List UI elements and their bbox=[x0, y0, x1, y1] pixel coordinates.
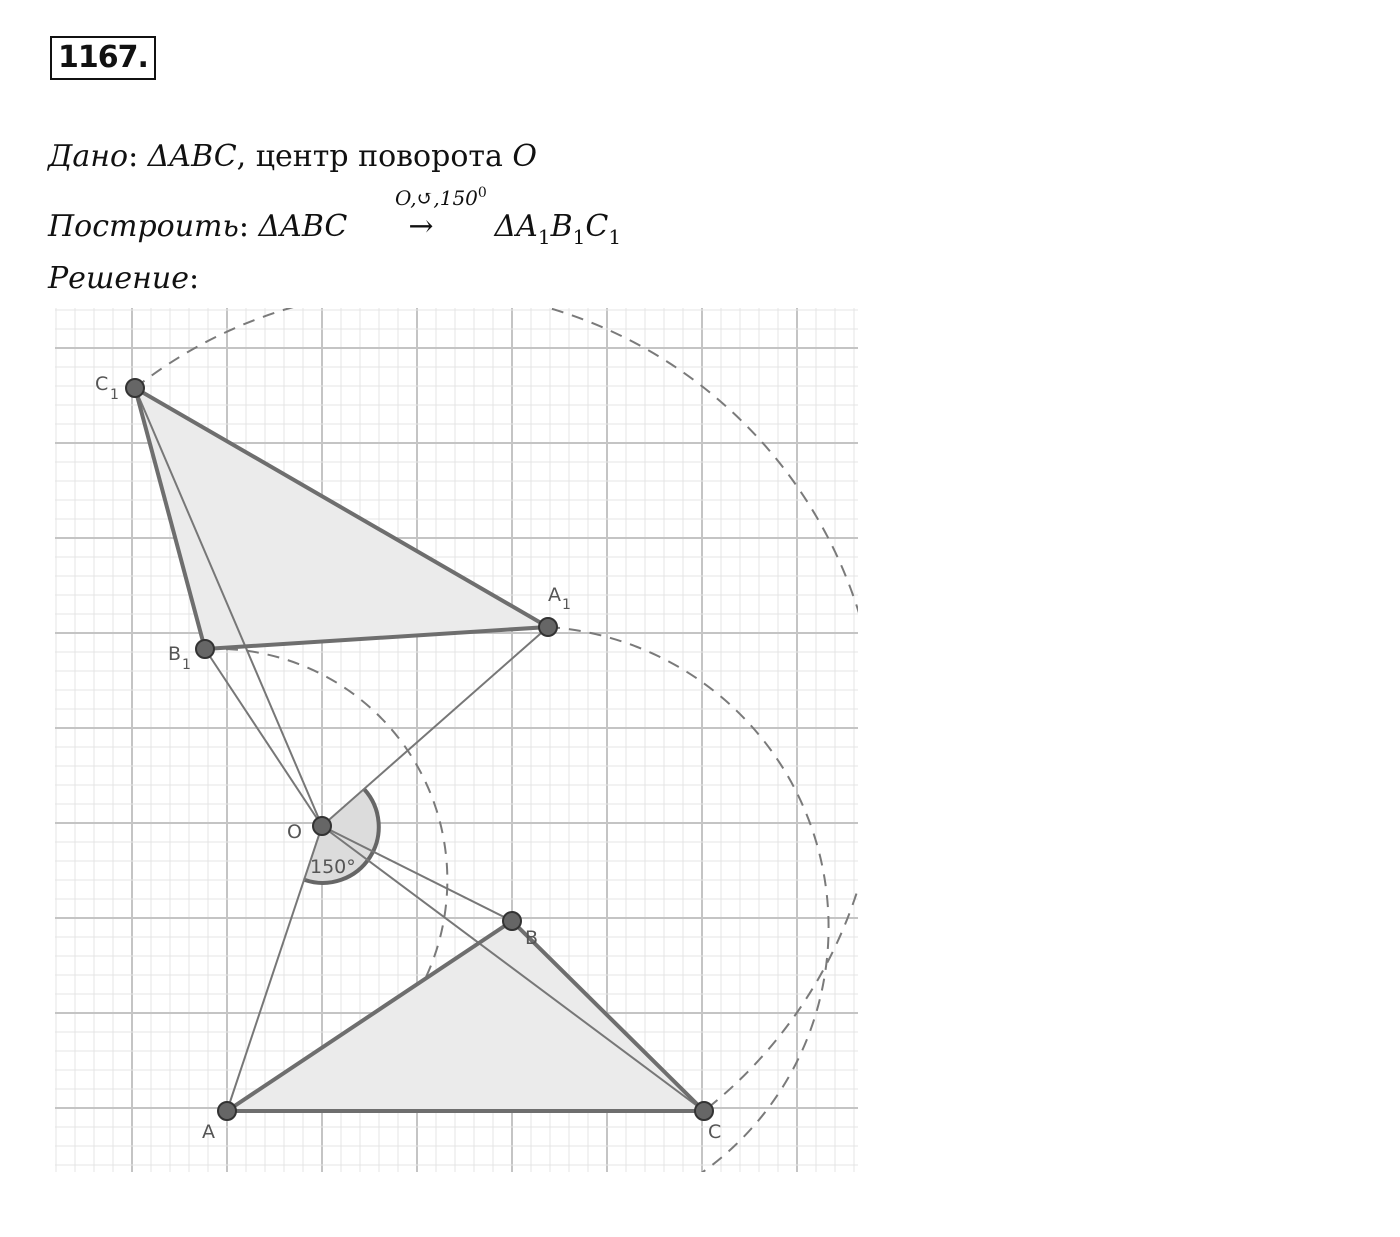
given-label: Дано bbox=[48, 139, 129, 174]
label-a1: A bbox=[548, 584, 561, 606]
rotation-label-text: O,↺,150 bbox=[395, 186, 478, 210]
result-sub-a: 1 bbox=[537, 225, 551, 249]
label-c1: C bbox=[95, 373, 109, 395]
given-center: O bbox=[512, 139, 538, 174]
angle-label: 150° bbox=[310, 856, 356, 878]
rotation-degree: 0 bbox=[477, 185, 487, 201]
construct-label: Построить bbox=[48, 209, 239, 244]
point-b bbox=[503, 912, 521, 930]
label-b1-sub: 1 bbox=[182, 657, 191, 673]
rotation-arrow bbox=[371, 185, 487, 244]
given-colon: : bbox=[128, 139, 148, 174]
result-c: C bbox=[585, 209, 609, 244]
solution-line bbox=[48, 262, 199, 296]
construct-triangle: ΔABC bbox=[258, 209, 348, 244]
point-a1 bbox=[539, 618, 557, 636]
given-triangle: ΔABC bbox=[147, 139, 237, 174]
arrow-glyph: → bbox=[408, 209, 434, 244]
given-line bbox=[48, 140, 537, 174]
label-a: A bbox=[202, 1121, 215, 1143]
construct-colon: : bbox=[238, 209, 259, 244]
given-rest: , центр поворота bbox=[236, 139, 513, 174]
result-sub-b: 1 bbox=[572, 225, 586, 249]
point-c1 bbox=[126, 379, 144, 397]
label-b1: B bbox=[168, 643, 182, 665]
result-delta-a: ΔA bbox=[494, 209, 538, 244]
result-triangle bbox=[494, 209, 622, 249]
label-c1-sub: 1 bbox=[110, 387, 119, 403]
point-c bbox=[695, 1102, 713, 1120]
ray-ob1 bbox=[205, 649, 322, 826]
rotation-construction-figure bbox=[55, 308, 858, 1172]
point-b1 bbox=[196, 640, 214, 658]
problem-number: 1167. bbox=[50, 36, 156, 80]
result-sub-c: 1 bbox=[608, 225, 622, 249]
result-b: B bbox=[550, 209, 573, 244]
label-o: O bbox=[287, 821, 302, 843]
label-c: C bbox=[708, 1121, 722, 1143]
ray-oa1 bbox=[322, 627, 548, 826]
label-b: B bbox=[525, 927, 539, 949]
construct-line bbox=[48, 185, 622, 254]
label-a1-sub: 1 bbox=[562, 597, 571, 613]
point-a bbox=[218, 1102, 236, 1120]
rotation-label bbox=[371, 176, 511, 215]
triangle-abc bbox=[227, 921, 704, 1111]
solution-colon: : bbox=[188, 261, 200, 296]
point-o bbox=[313, 817, 331, 835]
solution-label: Решение bbox=[48, 261, 189, 296]
